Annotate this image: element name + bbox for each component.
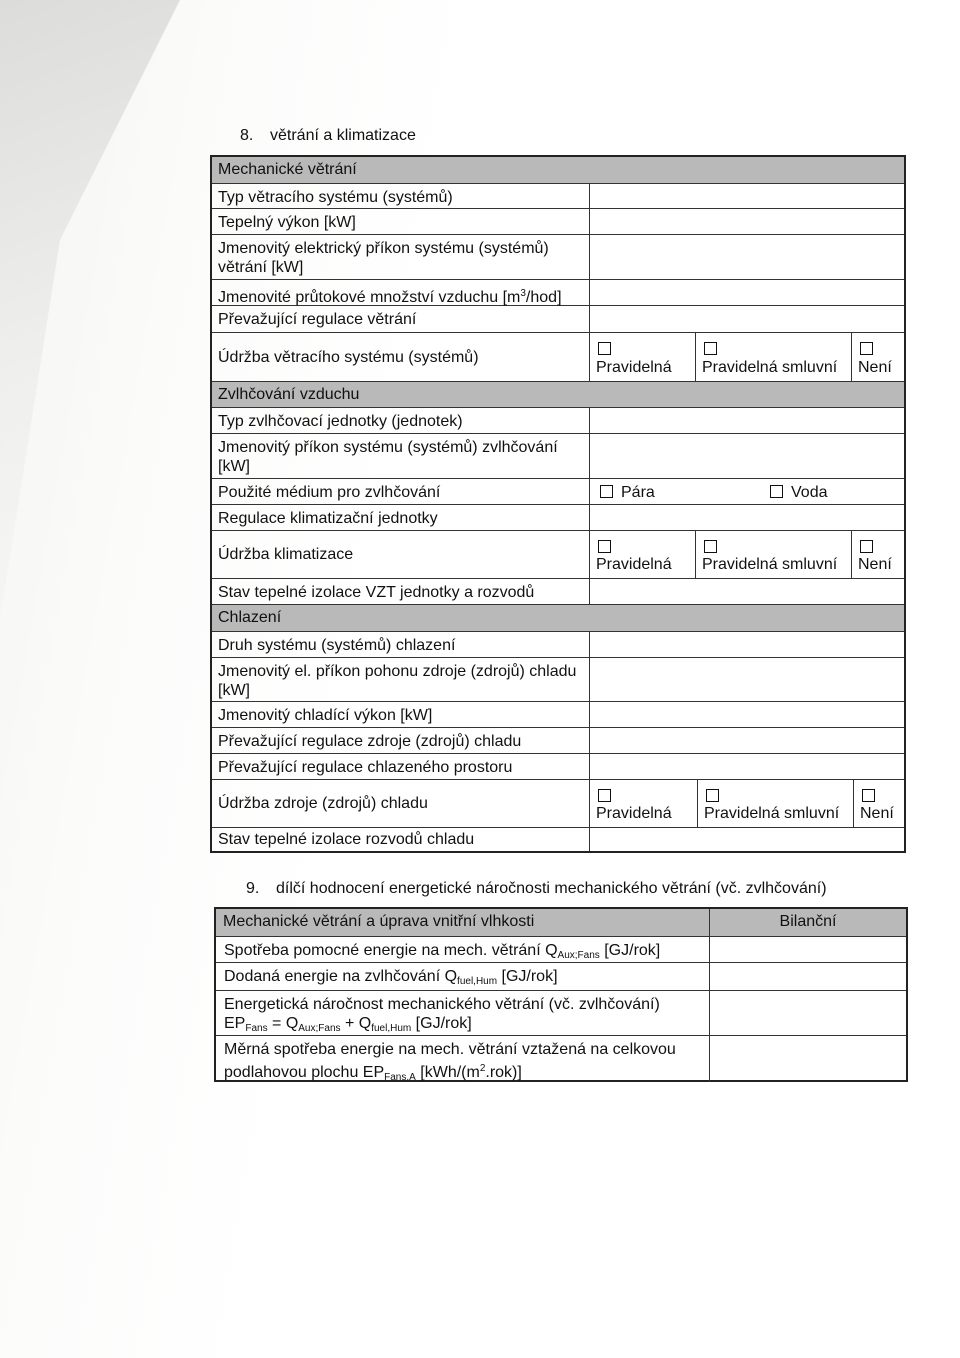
form-row: [212, 505, 904, 531]
ep-symbol: EP: [224, 1015, 246, 1032]
option-none[interactable]: [852, 333, 904, 381]
row-label: Údržba klimatizace: [212, 531, 590, 578]
option-label: Pravidelná: [596, 805, 672, 822]
form-row: [212, 728, 904, 754]
humidification-energy-label: Dodaná energie na zvlhčování Q: [224, 968, 458, 985]
row-label: [216, 1036, 710, 1082]
row-label: Jmenovitý el. příkon pohonu zdroje (zdrojů) chladu [kW]: [212, 658, 590, 701]
aux-energy-label: Spotřeba pomocné energie na mech. větrání Q: [224, 942, 558, 959]
humidification-header: [212, 382, 904, 408]
evaluation-table: [214, 907, 908, 1082]
option-contract[interactable]: [696, 333, 852, 381]
row-label: Převažující regulace chlazeného prostoru: [212, 754, 590, 779]
option-none[interactable]: [852, 531, 904, 578]
value-field[interactable]: [590, 579, 904, 604]
checkbox-icon[interactable]: [600, 485, 613, 498]
option-contract[interactable]: [696, 531, 852, 578]
ventilation-table: [210, 155, 906, 853]
checkbox-icon[interactable]: [770, 485, 783, 498]
specific-consumption-label: Měrná spotřeba energie na mech. větrání vztažená na celkovou: [224, 1041, 676, 1058]
row-label: [216, 991, 710, 1035]
value-field[interactable]: [590, 828, 904, 851]
option-label: Voda: [791, 484, 828, 501]
evaluation-row: [216, 963, 906, 991]
evaluation-header: [216, 909, 906, 937]
evaluation-row: [216, 937, 906, 963]
option-none[interactable]: [854, 780, 904, 827]
value-field[interactable]: [590, 434, 904, 478]
section-8-heading: [240, 127, 416, 145]
form-row-medium: [212, 479, 904, 505]
option-water[interactable]: [770, 484, 827, 502]
value-field[interactable]: [590, 754, 904, 779]
option-regular[interactable]: [590, 531, 696, 578]
option-steam[interactable]: [600, 484, 655, 502]
evaluation-header-label: Mechanické větrání a úprava vnitřní vlhkosti: [216, 909, 710, 936]
row-label: Druh systému (systémů) chlazení: [212, 632, 590, 657]
checkbox-icon[interactable]: [598, 789, 611, 802]
specific-consumption-formula: [224, 1059, 703, 1087]
row-label: Údržba zdroje (zdrojů) chladu: [212, 780, 590, 827]
row-label: Jmenovitý chladící výkon [kW]: [212, 702, 590, 727]
evaluation-row: [216, 1036, 906, 1082]
value-field[interactable]: [590, 408, 904, 433]
form-row: [212, 754, 904, 780]
section-number: 9.: [246, 880, 260, 897]
form-row: [212, 434, 904, 479]
cooling-header: [212, 605, 904, 632]
value-field[interactable]: [590, 184, 904, 208]
form-row: [212, 306, 904, 333]
row-label: Převažující regulace zdroje (zdrojů) chladu: [212, 728, 590, 753]
option-regular[interactable]: [590, 780, 698, 827]
option-label: Není: [858, 359, 892, 376]
floor-area-text: podlahovou plochu EP: [224, 1064, 385, 1081]
option-label: Pravidelná smluvní: [702, 359, 838, 376]
row-label: Regulace klimatizační jednotky: [212, 505, 590, 530]
cooling-header-label: Chlazení: [218, 609, 282, 626]
form-row-maintenance: [212, 333, 904, 382]
value-field[interactable]: [590, 306, 904, 332]
value-field[interactable]: [590, 632, 904, 657]
form-row: [212, 408, 904, 434]
row-label: Stav tepelné izolace VZT jednotky a rozvodů: [212, 579, 590, 604]
equals-q: = Q: [272, 1015, 299, 1032]
balance-column-header: Bilanční: [779, 913, 837, 930]
value-field[interactable]: [590, 235, 904, 279]
humidification-energy-unit: [GJ/rok]: [501, 968, 558, 985]
checkbox-icon[interactable]: [706, 789, 719, 802]
checkbox-icon[interactable]: [598, 540, 611, 553]
row-label: Typ zvlhčovací jednotky (jednotek): [212, 408, 590, 433]
option-label: Pára: [621, 484, 655, 501]
checkbox-icon[interactable]: [860, 342, 873, 355]
row-label: [212, 280, 590, 305]
value-field[interactable]: [590, 728, 904, 753]
form-row: [212, 658, 904, 702]
row-label: Použité médium pro zvlhčování: [212, 479, 590, 504]
row-label: Typ větracího systému (systémů): [212, 184, 590, 208]
unit-pre: [kWh/(m: [420, 1064, 480, 1081]
option-label: Není: [860, 805, 894, 822]
unit-superscript: 2: [479, 1063, 486, 1074]
option-label: Není: [858, 556, 892, 573]
ep-fans-a-subscript: Fans,A: [384, 1072, 416, 1083]
formula-unit: [GJ/rok]: [415, 1015, 472, 1032]
value-field[interactable]: [590, 280, 904, 305]
form-row: [212, 235, 904, 280]
form-row: [212, 209, 904, 235]
value-field[interactable]: [590, 658, 904, 701]
flow-label: Jmenovité průtokové množství vzduchu [m: [218, 289, 521, 306]
checkbox-icon[interactable]: [598, 342, 611, 355]
form-row: [212, 184, 904, 209]
ventilation-header-label: Mechanické větrání: [218, 161, 357, 178]
checkbox-icon[interactable]: [704, 540, 717, 553]
checkbox-icon[interactable]: [704, 342, 717, 355]
section-number: 8.: [240, 127, 254, 144]
row-label: Jmenovitý elektrický příkon systému (systémů) větrání [kW]: [212, 235, 590, 279]
flow-suffix: /hod]: [525, 289, 562, 306]
option-regular[interactable]: [590, 333, 696, 381]
ventilation-header: [212, 157, 904, 184]
value-field[interactable]: [710, 1036, 906, 1082]
value-field[interactable]: [590, 505, 904, 530]
row-label: [216, 937, 710, 962]
aux-energy-subscript: Aux;Fans: [557, 950, 600, 961]
option-contract[interactable]: [698, 780, 854, 827]
flow-superscript: 3: [520, 288, 526, 299]
row-label: Převažující regulace větrání: [212, 306, 590, 332]
value-field[interactable]: [590, 702, 904, 727]
energy-intensity-label: Energetická náročnost mechanického větrání (vč. zvlhčování): [224, 996, 660, 1013]
value-field[interactable]: [710, 963, 906, 990]
checkbox-icon[interactable]: [860, 540, 873, 553]
value-field[interactable]: [710, 991, 906, 1035]
form-row: [212, 828, 904, 851]
evaluation-row: [216, 991, 906, 1036]
form-row-maintenance: [212, 531, 904, 579]
energy-intensity-formula: [224, 1014, 703, 1038]
row-label: Jmenovitý příkon systému (systémů) zvlhčování [kW]: [212, 434, 590, 478]
form-row: [212, 702, 904, 728]
form-row: [212, 579, 904, 605]
form-row: [212, 280, 904, 306]
plus-q: + Q: [344, 1015, 372, 1032]
form-row-maintenance: [212, 780, 904, 828]
page-fold-shadow: [0, 0, 180, 620]
unit-post: .rok)]: [485, 1064, 522, 1081]
row-label: Údržba větracího systému (systémů): [212, 333, 590, 381]
row-label: [216, 963, 710, 990]
q1-subscript: Aux;Fans: [298, 1023, 341, 1034]
section-title: dílčí hodnocení energetické náročnosti mechanického větrání (vč. zvlhčování): [276, 880, 827, 897]
humidification-header-label: Zvlhčování vzduchu: [218, 386, 360, 403]
checkbox-icon[interactable]: [862, 789, 875, 802]
value-field[interactable]: [710, 937, 906, 962]
row-label: Tepelný výkon [kW]: [212, 209, 590, 234]
option-label: Pravidelná: [596, 556, 672, 573]
aux-energy-unit: [GJ/rok]: [604, 942, 661, 959]
ep-subscript: Fans: [245, 1023, 268, 1034]
option-label: Pravidelná smluvní: [702, 556, 838, 573]
form-row: [212, 632, 904, 658]
option-label: Pravidelná: [596, 359, 672, 376]
value-field[interactable]: [590, 209, 904, 234]
row-label: Stav tepelné izolace rozvodů chladu: [212, 828, 590, 851]
section-9-heading: [246, 880, 827, 898]
humidification-energy-subscript: fuel,Hum: [457, 976, 498, 987]
q2-subscript: fuel,Hum: [371, 1023, 412, 1034]
section-title: větrání a klimatizace: [270, 127, 416, 144]
option-label: Pravidelná smluvní: [704, 805, 840, 822]
